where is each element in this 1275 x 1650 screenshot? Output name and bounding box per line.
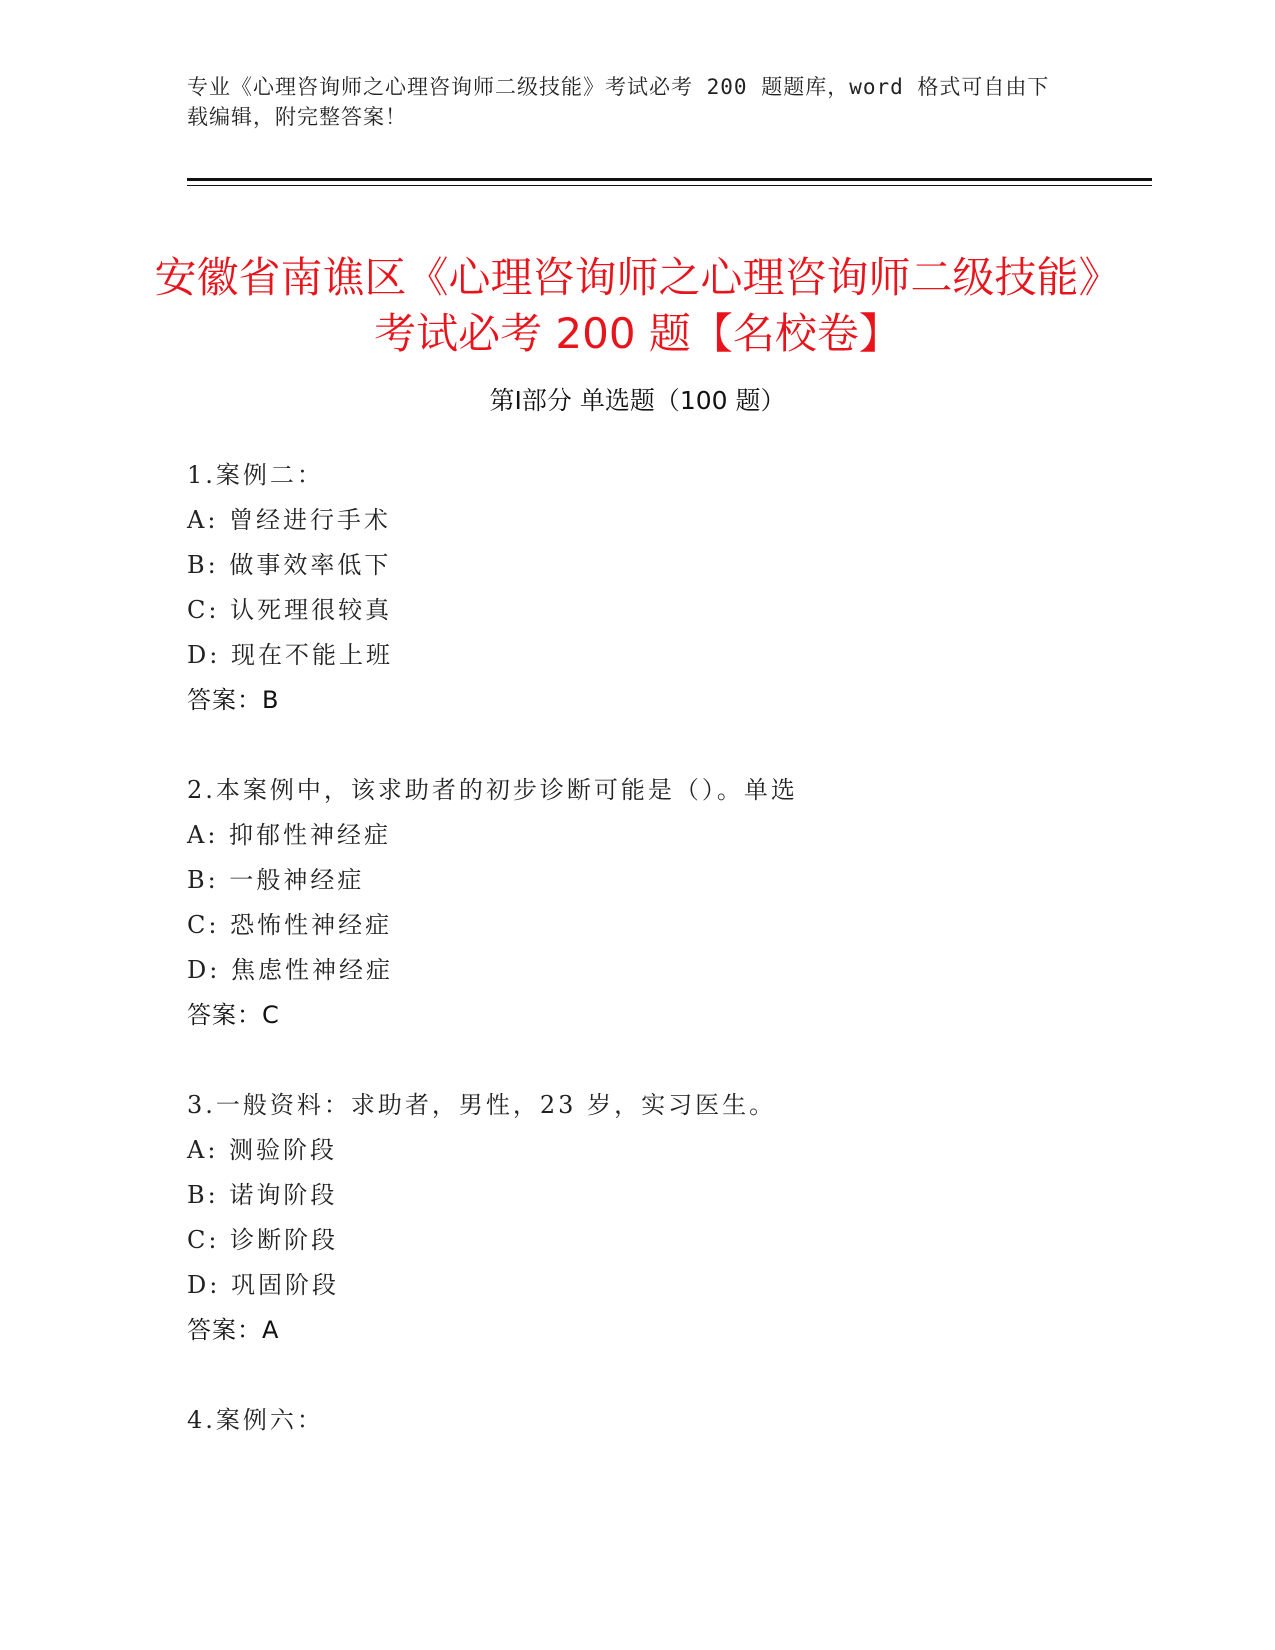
option-c: C: 诊断阶段 [187,1226,339,1254]
option-b: B: 一般神经症 [187,866,365,894]
question-stem: 2.本案例中，该求助者的初步诊断可能是（）。单选 [187,776,798,804]
answer: 答案：B [187,686,280,714]
option-b: B: 做事效率低下 [187,551,392,579]
option-a: A: 测验阶段 [187,1136,338,1164]
question-2 [187,768,1087,1038]
question-4 [187,1398,1087,1443]
header-note: 专业《心理咨询师之心理咨询师二级技能》考试必考 200 题题库，word 格式可自由下载编辑，附完整答案！ [187,75,1050,129]
header-rule-thin [187,185,1152,186]
answer: 答案：C [187,1001,280,1029]
question-1 [187,453,1087,723]
option-c: C: 恐怖性神经症 [187,911,393,939]
question-stem: 3.一般资料：求助者，男性，23 岁，实习医生。 [187,1091,777,1119]
answer: 答案：A [187,1316,280,1344]
page-title: 安徽省南谯区《心理咨询师之心理咨询师二级技能》考试必考 200 题【名校卷】 [154,253,1121,359]
option-d: D: 巩固阶段 [187,1271,339,1299]
option-a: A: 抑郁性神经症 [187,821,392,849]
option-b: B: 诺询阶段 [187,1181,338,1209]
question-stem: 4.案例六： [187,1406,324,1434]
option-a: A: 曾经进行手术 [187,506,392,534]
option-c: C: 认死理很较真 [187,596,393,624]
header-rule-thick [187,178,1152,181]
question-3 [187,1083,1087,1353]
option-d: D: 现在不能上班 [187,641,393,669]
question-stem: 1.案例二： [187,461,324,489]
option-d: D: 焦虑性神经症 [187,956,393,984]
section-title: 第Ⅰ部分 单选题（100 题） [489,386,786,415]
